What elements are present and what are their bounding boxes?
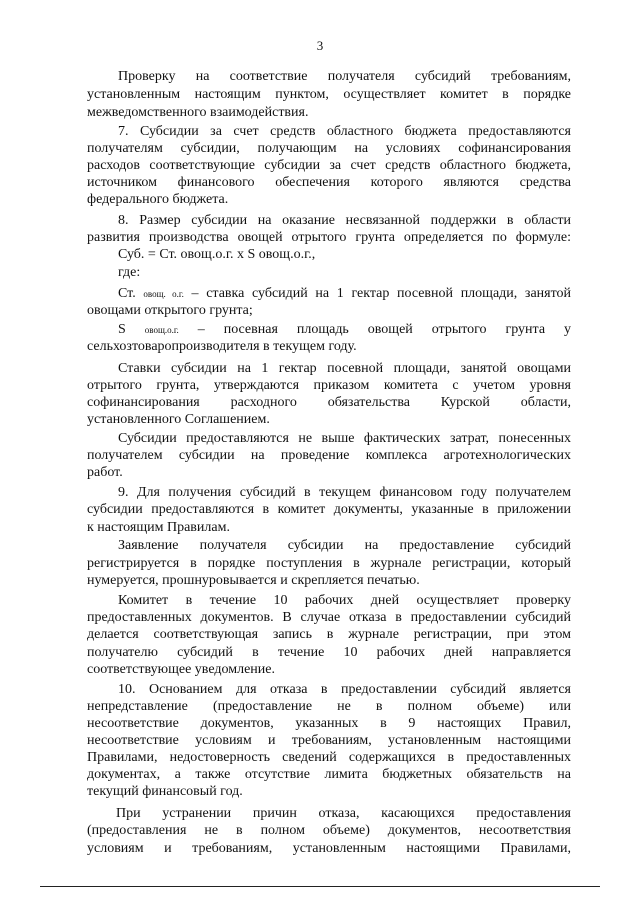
text-line: несоответствие документов, указанных в 9 настоящих Правил, [87, 716, 571, 731]
text-line: соответствующее уведомление. [87, 662, 275, 677]
text-line: где: [118, 265, 141, 280]
text-line: работ. [87, 465, 123, 480]
text-line: овощами открытого грунта; [87, 303, 253, 318]
text-line: 8. Размер субсидии на оказание несвязанной поддержки в области [118, 213, 571, 228]
text-line: При устранении причин отказа, касающихся предоставления [116, 806, 571, 821]
definition-line [118, 322, 571, 338]
definition-text: – ставка субсидий на 1 гектар посевной площади, занятой [191, 286, 572, 301]
text-line: установленным настоящим пунктом, осуществляет комитет в порядке [87, 87, 571, 102]
text-line: получателю субсидий в течение 10 рабочих дней направляется [87, 645, 571, 660]
text-line: Комитет в течение 10 рабочих дней осуществляет проверку [118, 593, 571, 608]
rate-symbol: Ст. [118, 286, 136, 301]
bottom-divider [40, 886, 600, 887]
text-line: Заявление получателя субсидии на предоставление субсидий [118, 538, 571, 553]
text-line: делается соответствующая запись в журнале регистрации, при этом [87, 627, 571, 642]
text-line: к настоящим Правилам. [87, 520, 230, 535]
text-line: получателям субсидии, получающим на условиях софинансирования [87, 141, 571, 156]
text-line: Ставки субсидии на 1 гектар посевной площади, занятой овощами [118, 361, 571, 376]
text-line: 7. Субсидии за счет средств областного бюджета предоставляются [118, 124, 571, 139]
text-line: расходов соответствующие субсидии за счет средств областного бюджета, [87, 158, 571, 173]
text-line: субсидии предоставляются в комитет документы, указанные в приложении [87, 502, 571, 517]
text-line: условиям и требованиям, установленным настоящими Правилами, [87, 841, 571, 856]
text-line: источником финансового обеспечения которого являются средства [87, 175, 571, 190]
text-line: 9. Для получения субсидий в текущем финансовом году получателем [118, 485, 571, 500]
rate-symbol-subscript: овощ. о.г. [143, 289, 184, 299]
text-line: получателем субсидии на проведение комплекса агротехнологических [87, 448, 571, 463]
text-line: Проверку на соответствие получателя субсидий требованиям, [118, 69, 571, 84]
text-line: документах, а также отсутствие лимита бюджетных обязательств на [87, 767, 571, 782]
text-line: софинансирования расходного обязательства Курской области, [87, 395, 571, 410]
formula-line: Суб. = Ст. овощ.о.г. x S овощ.о.г., [118, 247, 316, 262]
text-line: регистрируется в порядке поступления в журнале регистрации, который [87, 556, 571, 571]
text-line: Правилами, недостоверность сведений содержащихся в предоставленных [87, 750, 571, 765]
text-line: (предоставления не в полном объеме) документов, несоответствия [87, 823, 571, 838]
text-line: межведомственного взаимодействия. [87, 105, 309, 120]
text-line: установленного Соглашением. [87, 412, 270, 427]
text-line: текущий финансовый год. [87, 784, 243, 799]
area-symbol: S [118, 322, 126, 337]
text-line: 10. Основанием для отказа в предоставлении субсидий является [118, 682, 571, 697]
area-symbol-subscript: овощ.о.г. [144, 325, 179, 335]
text-line: Субсидии предоставляются не выше фактических затрат, понесенных [118, 431, 571, 446]
text-line: несоответствие условиям и требованиям, установленным настоящими [87, 733, 571, 748]
definition-line [118, 286, 571, 302]
text-line: отрытого грунта, утверждаются приказом комитета с учетом уровня [87, 378, 571, 393]
page-number: 3 [316, 38, 324, 53]
text-line: непредставление (предоставление не в полном объеме) или [87, 699, 571, 714]
text-line: федерального бюджета. [87, 192, 229, 207]
text-line: предоставленных документов. В случае отказа в предоставлении субсидий [87, 610, 571, 625]
text-line: сельхозтоваропроизводителя в текущем году. [87, 339, 357, 354]
text-line: развития производства овощей отрытого грунта определяется по формуле: [87, 230, 571, 245]
definition-text: – посевная площадь овощей отрытого грунта у [197, 322, 572, 337]
text-line: нумеруется, прошнуровывается и скрепляется печатью. [87, 573, 420, 588]
